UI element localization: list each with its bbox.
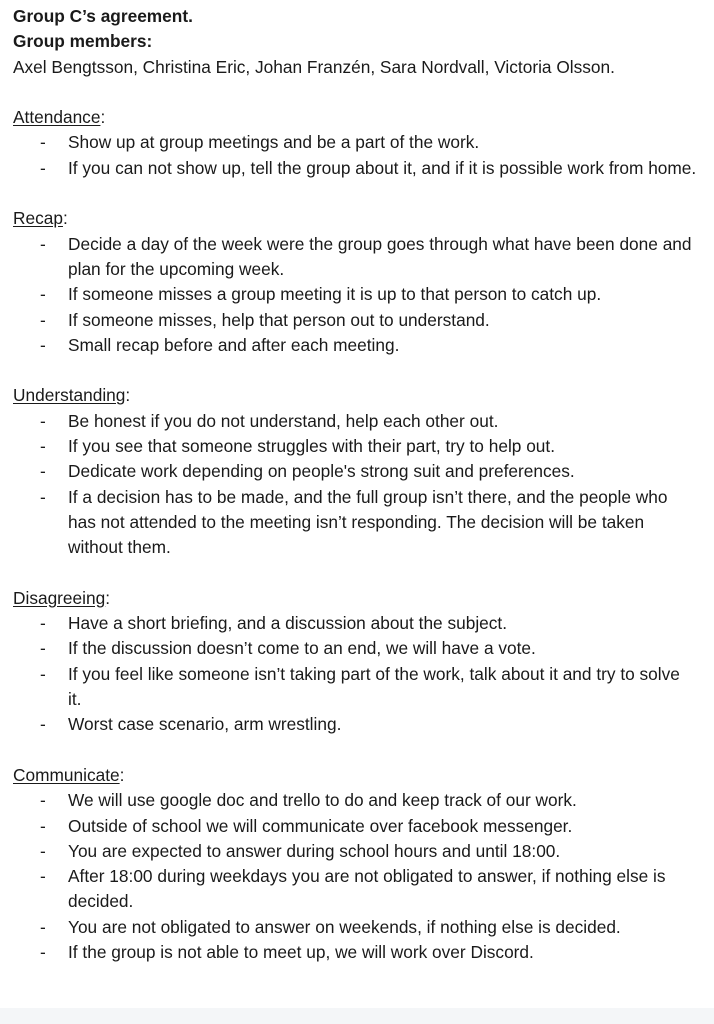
bullet-dash: -: [40, 233, 46, 254]
bullet-dash: -: [40, 613, 46, 634]
bullet-dash: -: [40, 334, 46, 355]
section-heading-text: Understanding: [13, 385, 126, 406]
list-item-text: If the group is not able to meet up, we will work over Discord.: [68, 941, 534, 962]
list-item-text: If you feel like someone isn’t taking part of the work, talk about it and try to solve it.: [68, 663, 680, 710]
section-heading-colon: :: [62, 208, 68, 229]
section-heading-text: Disagreeing: [13, 587, 106, 608]
list-item: [13, 333, 703, 358]
section-heading: [13, 105, 703, 130]
list-item-text: If a decision has to be made, and the full group isn’t there, and the people who has not attended to the meeting isn’t responding. The decision will be taken without them.: [68, 486, 668, 558]
list-item-text: Show up at group meetings and be a part of the work.: [68, 132, 480, 153]
bullet-dash: -: [40, 941, 46, 962]
list-item-text: Have a short briefing, and a discussion about the subject.: [68, 613, 508, 634]
section-heading-colon: :: [125, 385, 131, 406]
list-item-text: Dedicate work depending on people's strong suit and preferences.: [68, 461, 575, 482]
agreement-section: [13, 105, 703, 181]
list-item-text: If you can not show up, tell the group about it, and if it is possible work from home.: [68, 157, 697, 178]
section-heading: [13, 383, 703, 408]
list-item: [13, 839, 703, 864]
list-item-text: Small recap before and after each meeting.: [68, 334, 400, 355]
bullet-dash: -: [40, 866, 46, 887]
bullet-dash: -: [40, 461, 46, 482]
list-item: [13, 485, 703, 561]
bullet-dash: -: [40, 486, 46, 507]
section-heading-text: Recap: [13, 208, 63, 229]
list-item: [13, 156, 703, 181]
list-item: [13, 940, 703, 965]
section-heading-text: Communicate: [13, 764, 120, 785]
list-item-text: After 18:00 during weekdays you are not obligated to answer, if nothing else is decided.: [68, 866, 666, 912]
document-title: Group C’s agreement.: [13, 6, 193, 26]
section-heading: [13, 586, 703, 611]
list-item-text: Outside of school we will communicate over facebook messenger.: [68, 815, 573, 836]
bullet-dash: -: [40, 840, 46, 861]
bullet-dash: -: [40, 815, 46, 836]
bullet-dash: -: [40, 410, 46, 431]
bullet-dash: -: [40, 309, 46, 330]
list-item: [13, 788, 703, 813]
section-heading: [13, 763, 703, 788]
list-item: [13, 130, 703, 155]
bullet-dash: -: [40, 663, 46, 684]
list-item: [13, 864, 703, 915]
list-item: [13, 232, 703, 283]
list-item: [13, 409, 703, 434]
members-label: Group members:: [13, 31, 153, 52]
list-item-text: If someone misses a group meeting it is up to that person to catch up.: [68, 284, 602, 305]
agreement-section: [13, 206, 703, 358]
list-item: [13, 459, 703, 484]
list-item-text: You are expected to answer during school hours and until 18:00.: [68, 840, 561, 861]
agreement-section: [13, 763, 703, 965]
page-bottom-edge: [0, 1008, 714, 1024]
section-items: [13, 611, 703, 737]
list-item: [13, 282, 703, 307]
section-heading: [13, 206, 703, 231]
bullet-dash: -: [40, 916, 46, 937]
section-items: [13, 409, 703, 561]
list-item-text: Worst case scenario, arm wrestling.: [68, 714, 342, 735]
section-heading-colon: :: [119, 764, 125, 785]
list-item-text: Be honest if you do not understand, help each other out.: [68, 410, 499, 431]
agreement-section: [13, 383, 703, 560]
list-item-text: Decide a day of the week were the group goes through what have been done and plan for the upcoming week.: [68, 233, 692, 279]
agreement-section: [13, 586, 703, 738]
list-item-text: If you see that someone struggles with their part, try to help out.: [68, 436, 556, 457]
list-item: [13, 308, 703, 333]
list-item: [13, 814, 703, 839]
bullet-dash: -: [40, 436, 46, 457]
bullet-dash: -: [40, 790, 46, 811]
list-item-text: If the discussion doesn’t come to an end, we will have a vote.: [68, 638, 536, 659]
section-items: [13, 130, 703, 181]
section-heading-colon: :: [105, 587, 111, 608]
bullet-dash: -: [40, 284, 46, 305]
section-heading-text: Attendance: [13, 107, 101, 128]
list-item: [13, 915, 703, 940]
bullet-dash: -: [40, 714, 46, 735]
list-item: [13, 636, 703, 661]
bullet-dash: -: [40, 132, 46, 153]
list-item: [13, 434, 703, 459]
list-item-text: We will use google doc and trello to do and keep track of our work.: [68, 790, 577, 811]
section-heading-colon: :: [100, 107, 106, 128]
document-page: [13, 4, 703, 965]
list-item: [13, 712, 703, 737]
list-item-text: If someone misses, help that person out to understand.: [68, 309, 490, 330]
list-item-text: You are not obligated to answer on weekends, if nothing else is decided.: [68, 916, 621, 937]
members-list: Axel Bengtsson, Christina Eric, Johan Franzén, Sara Nordvall, Victoria Olsson.: [13, 56, 615, 77]
bullet-dash: -: [40, 638, 46, 659]
list-item: [13, 611, 703, 636]
bullet-dash: -: [40, 157, 46, 178]
list-item: [13, 662, 703, 713]
section-items: [13, 788, 703, 965]
section-items: [13, 232, 703, 358]
sections-container: [13, 105, 703, 965]
